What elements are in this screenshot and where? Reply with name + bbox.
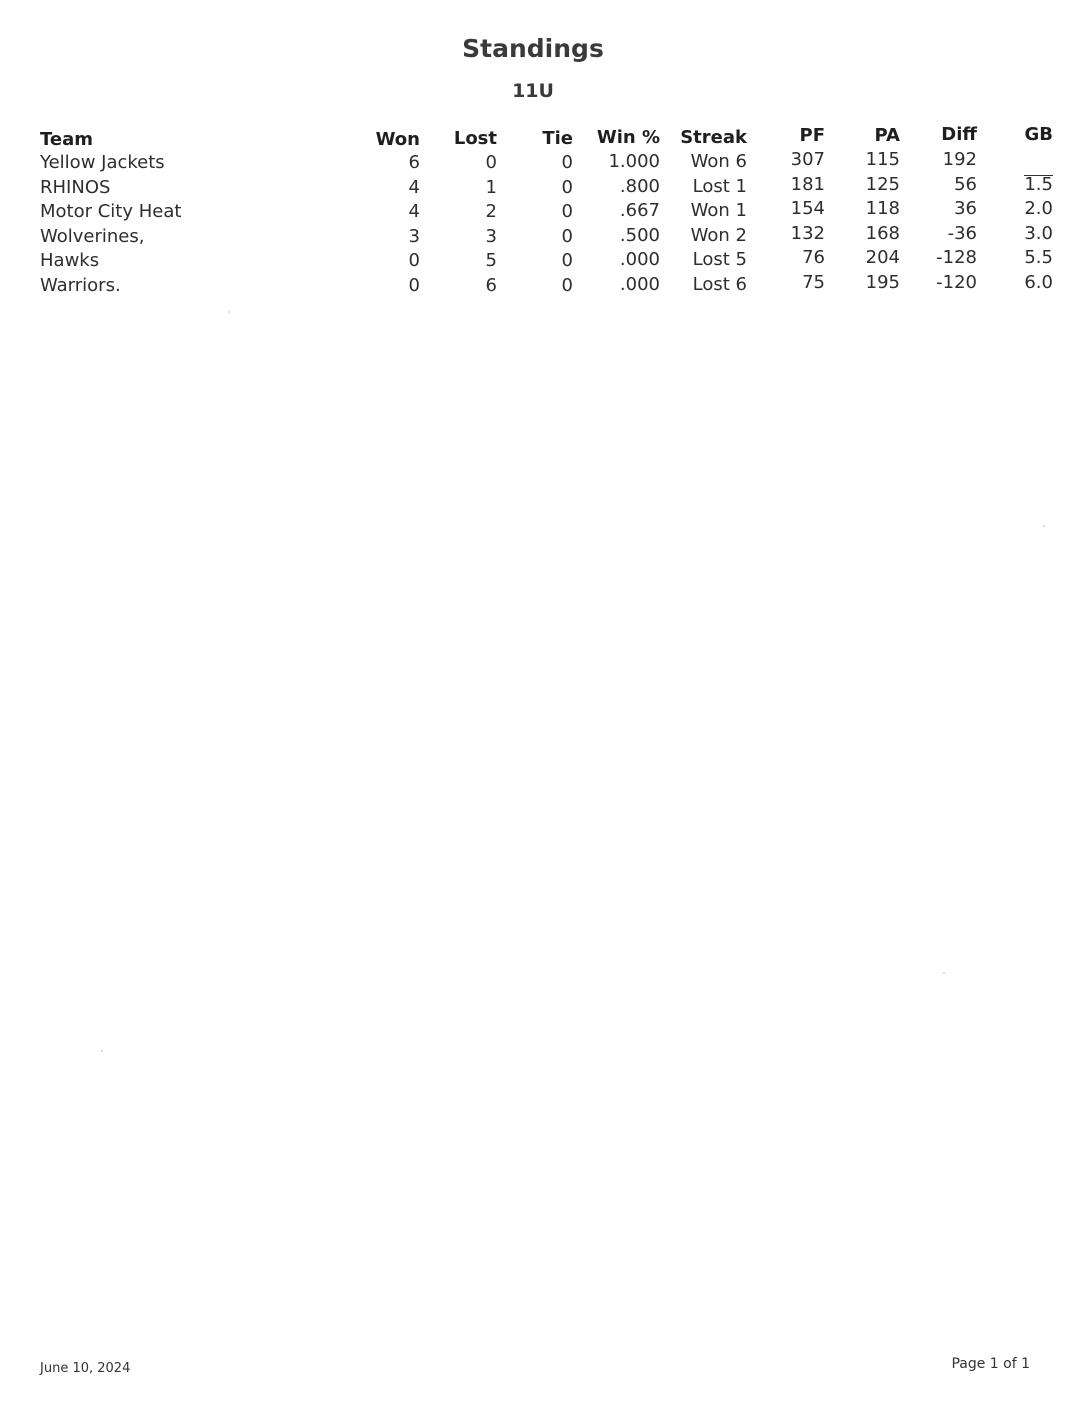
cell-streak: Won 1 — [690, 200, 747, 222]
cell-win-pct: .000 — [619, 274, 660, 295]
scan-speck — [943, 972, 945, 974]
cell-lost: 6 — [485, 275, 497, 296]
cell-pa: 204 — [865, 247, 900, 269]
gb-leader-dash — [1024, 175, 1053, 176]
cell-team: Yellow Jackets — [40, 152, 165, 173]
cell-streak: Lost 5 — [692, 249, 747, 271]
cell-win-pct: 1.000 — [608, 151, 660, 172]
scan-speck — [1043, 525, 1045, 527]
cell-streak: Won 2 — [690, 224, 747, 246]
cell-tie: 0 — [561, 225, 573, 247]
cell-pa: 115 — [865, 149, 900, 170]
cell-team: RHINOS — [40, 176, 111, 198]
cell-gb: 1.5 — [1024, 173, 1053, 195]
cell-team: Wolverines, — [40, 225, 145, 247]
cell-team: Warriors. — [40, 275, 121, 296]
column-header-gb: GB — [1024, 124, 1053, 145]
column-header-lost: Lost — [453, 128, 497, 149]
cell-lost: 3 — [485, 225, 497, 247]
cell-pf: 75 — [802, 272, 825, 293]
cell-pa: 118 — [865, 198, 900, 220]
division-label: 11U — [512, 80, 554, 102]
cell-diff: -120 — [936, 272, 977, 293]
cell-tie: 0 — [561, 152, 573, 173]
cell-diff: -36 — [947, 222, 977, 244]
cell-win-pct: .000 — [619, 249, 660, 271]
footer-page-number: Page 1 of 1 — [951, 1356, 1030, 1372]
cell-win-pct: .667 — [619, 200, 660, 222]
cell-streak: Lost 1 — [692, 175, 747, 197]
cell-won: 0 — [408, 250, 420, 272]
column-header-streak: Streak — [680, 127, 747, 148]
cell-pa: 125 — [865, 173, 900, 195]
scan-speck — [101, 1050, 103, 1052]
cell-tie: 0 — [561, 176, 573, 198]
cell-pf: 132 — [790, 222, 825, 244]
column-header-pa: PA — [874, 125, 900, 146]
column-header-win-pct: Win % — [596, 127, 660, 148]
cell-tie: 0 — [561, 201, 573, 223]
cell-won: 3 — [408, 225, 420, 247]
cell-pa: 168 — [865, 222, 900, 244]
document-title: Standings — [462, 34, 604, 63]
cell-diff: 56 — [954, 173, 977, 195]
cell-won: 4 — [408, 176, 420, 198]
column-header-tie: Tie — [542, 128, 573, 149]
cell-pf: 181 — [790, 173, 825, 195]
cell-tie: 0 — [561, 275, 573, 296]
column-header-diff: Diff — [941, 124, 977, 145]
footer-date: June 10, 2024 — [40, 1361, 131, 1376]
cell-diff: -128 — [936, 247, 977, 269]
cell-gb: 2.0 — [1024, 198, 1053, 220]
cell-won: 4 — [408, 201, 420, 223]
cell-gb: 5.5 — [1024, 247, 1053, 269]
cell-lost: 2 — [485, 201, 497, 223]
cell-team: Hawks — [40, 250, 100, 272]
cell-won: 6 — [408, 152, 420, 173]
cell-pf: 154 — [790, 198, 825, 220]
cell-diff: 192 — [942, 149, 977, 170]
cell-lost: 5 — [485, 250, 497, 272]
cell-lost: 1 — [485, 176, 497, 198]
scan-speck — [228, 311, 230, 313]
cell-team: Motor City Heat — [40, 201, 182, 223]
column-header-pf: PF — [799, 125, 825, 146]
cell-won: 0 — [408, 275, 420, 296]
cell-streak: Won 6 — [690, 151, 747, 172]
cell-pa: 195 — [865, 272, 900, 293]
cell-win-pct: .500 — [619, 224, 660, 246]
cell-streak: Lost 6 — [692, 274, 747, 295]
cell-tie: 0 — [561, 250, 573, 272]
cell-win-pct: .800 — [619, 175, 660, 197]
cell-lost: 0 — [485, 152, 497, 173]
cell-diff: 36 — [954, 198, 977, 220]
column-header-team: Team — [40, 129, 93, 150]
cell-gb: 6.0 — [1024, 272, 1053, 293]
column-header-won: Won — [375, 129, 420, 150]
cell-gb: 3.0 — [1024, 222, 1053, 244]
cell-pf: 76 — [802, 247, 825, 269]
cell-pf: 307 — [790, 149, 825, 170]
